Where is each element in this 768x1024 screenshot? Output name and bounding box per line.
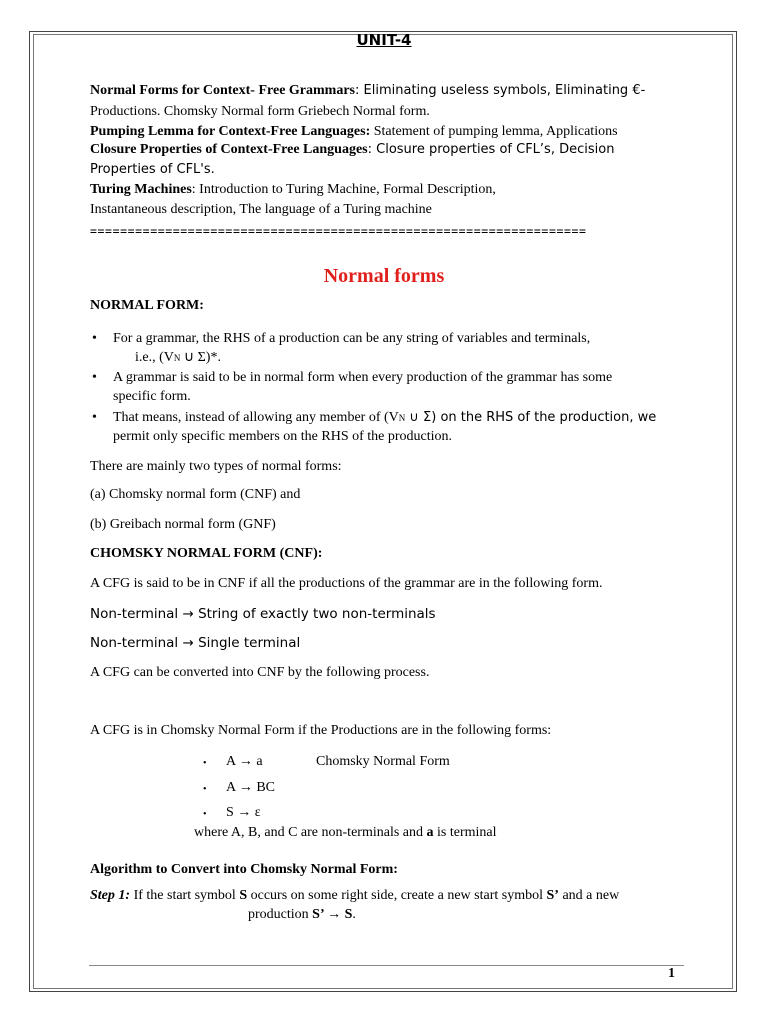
rule-bullet: • (203, 809, 207, 820)
syllabus-line-4: Closure Properties of Context-Free Languages: Closure properties of CFL’s, Decision (90, 142, 615, 157)
bullet-3-line-2: permit only specific members on the RHS of the production. (113, 429, 453, 444)
cnf-rule-3: S → ε (226, 805, 261, 820)
algorithm-step-1-line-2: production S’ → S. (248, 907, 356, 922)
cnf-rule-1: A → a (226, 754, 263, 769)
syllabus-line-2: Productions. Chomsky Normal form Griebech Normal form. (90, 104, 430, 119)
type-b: (b) Greibach normal form (GNF) (90, 517, 276, 532)
rule-bullet: • (203, 784, 207, 795)
cnf-paragraph-2: Non-terminal → String of exactly two non-terminals (90, 606, 436, 622)
bullet-2-line-2: specific form. (113, 389, 191, 404)
cnf-paragraph-4: A CFG can be converted into CNF by the following process. (90, 665, 430, 680)
type-a: (a) Chomsky normal form (CNF) and (90, 487, 301, 502)
bullet-2-line-1: A grammar is said to be in normal form when every production of the grammar has some (113, 370, 613, 385)
bullet-1-line-1: For a grammar, the RHS of a production can be any string of variables and terminals, (113, 331, 591, 346)
cnf-paragraph-5: A CFG is in Chomsky Normal Form if the Productions are in the following forms: (90, 723, 552, 738)
section-title: Normal forms (323, 265, 445, 287)
bullet-3-line-1: That means, instead of allowing any member of (VN ∪ Σ) on the RHS of the production, we (113, 410, 657, 425)
bullet-1-line-2: i.e., (VN ∪ Σ)*. (135, 350, 221, 365)
page-border-inner (33, 34, 733, 989)
cnf-paragraph-1: A CFG is said to be in CNF if all the productions of the grammar are in the following form. (90, 576, 603, 591)
rule-bullet: • (203, 758, 207, 769)
unit-heading: UNIT-4 (356, 31, 412, 49)
normal-form-heading: NORMAL FORM: (90, 298, 204, 313)
page-number: 1 (668, 966, 675, 981)
syllabus-line-5: Properties of CFL's. (90, 162, 215, 177)
cnf-where-line: where A, B, and C are non-terminals and a is terminal (194, 825, 497, 840)
separator-line: ================================================================== (90, 224, 587, 238)
syllabus-line-3: Pumping Lemma for Context-Free Languages: Statement of pumping lemma, Applications (90, 124, 618, 139)
syllabus-line-7: Instantaneous description, The language of a Turing machine (90, 202, 432, 217)
algorithm-heading: Algorithm to Convert into Chomsky Normal Form: (90, 862, 398, 877)
bullet-dot: • (92, 331, 97, 346)
bullet-dot: • (92, 370, 97, 385)
cnf-paragraph-3: Non-terminal → Single terminal (90, 635, 301, 651)
syllabus-line-1: Normal Forms for Context- Free Grammars: Eliminating useless symbols, Eliminating €- (90, 83, 646, 98)
types-intro: There are mainly two types of normal forms: (90, 459, 342, 474)
cnf-rule-1-note: Chomsky Normal Form (316, 754, 450, 769)
algorithm-step-1-line-1: Step 1: If the start symbol S occurs on some right side, create a new start symbol S’ and a new (90, 888, 620, 903)
cnf-heading: CHOMSKY NORMAL FORM (CNF): (90, 546, 323, 561)
bullet-dot: • (92, 410, 97, 425)
footer-rule (89, 965, 684, 966)
cnf-rule-2: A → BC (226, 780, 276, 795)
syllabus-line-6: Turing Machines: Introduction to Turing Machine, Formal Description, (90, 182, 496, 197)
